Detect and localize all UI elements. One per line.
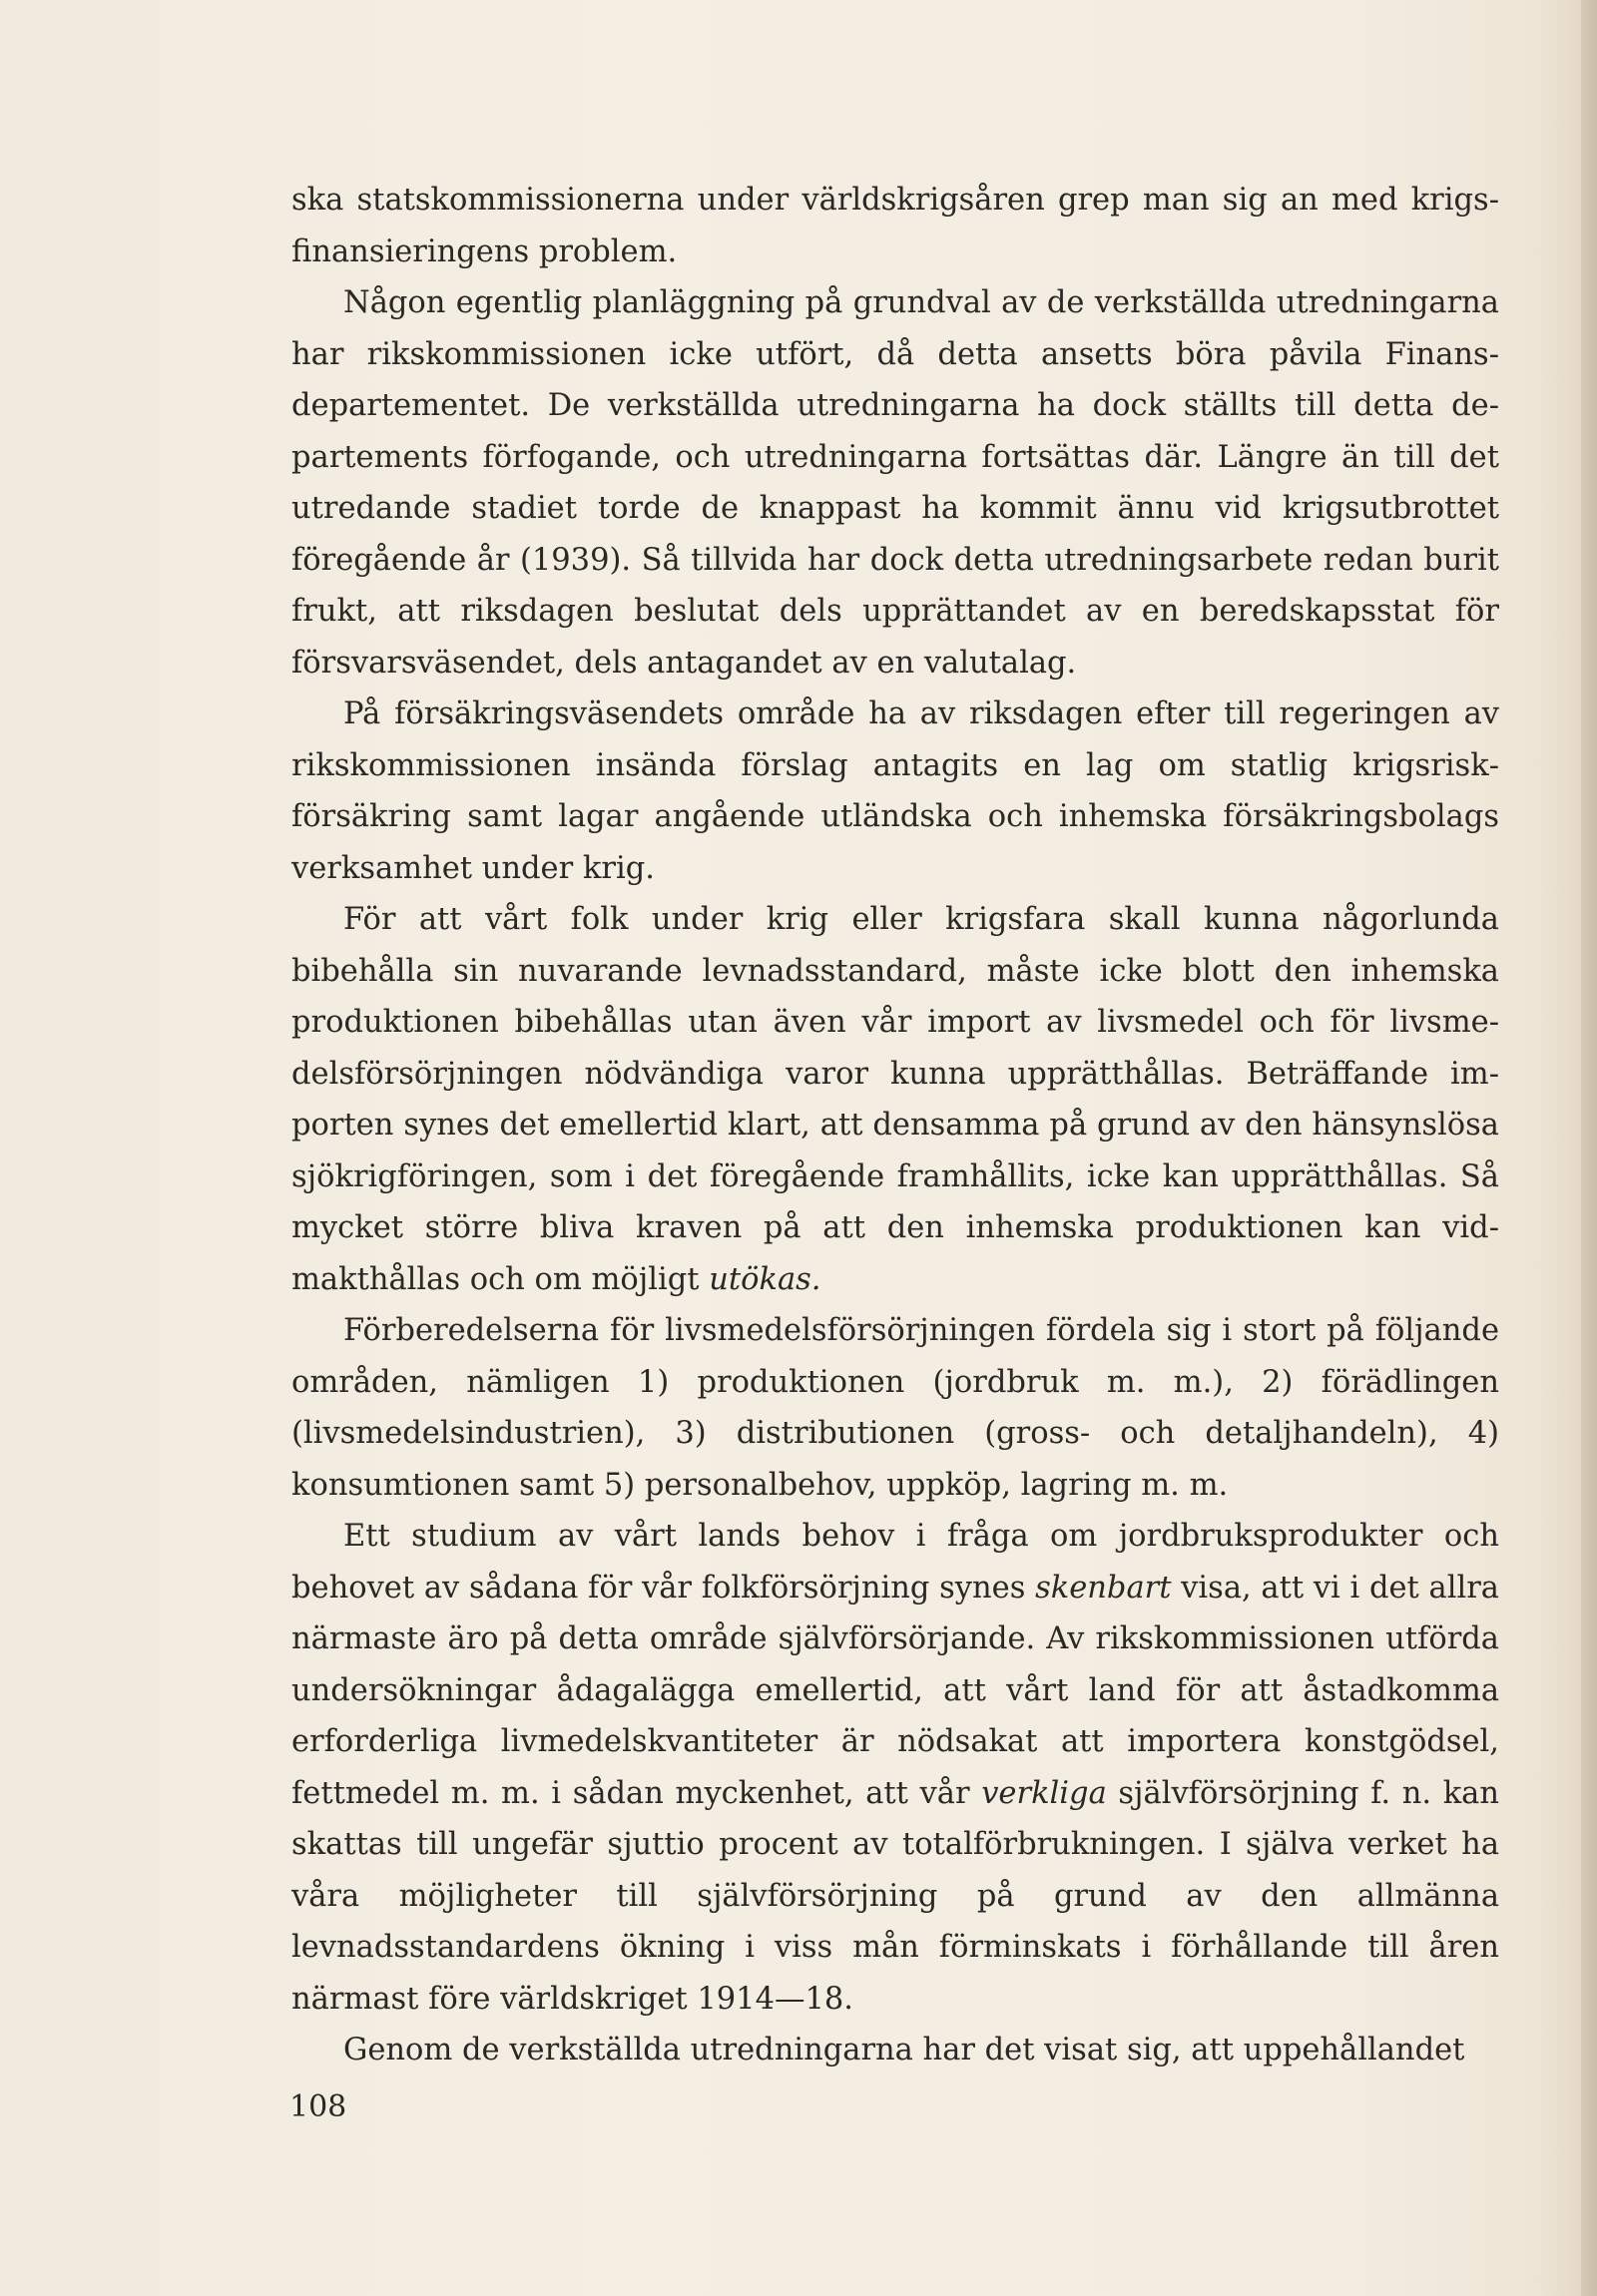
text-segment: Någon egentlig planläggning på grundval av de verkställda utredningarna har rikskommissionen icke utfört, då detta ansetts böra påvila Finansdepartementet. De verkställda utredningarna ha dock ställts till detta departements förfogande, och utredningarna fortsättas där. Längre än till det utredande stadiet torde de knappast ha kommit ännu vid krigsutbrottet föregående år (1939). Så tillvida har dock detta utredningsarbete redan burit frukt, att riksdagen beslutat dels upprättandet av en beredskapsstat för försvarsväsendet, dels antagandet av en valutalag. xyxy=(291,285,1499,681)
italic-text: verkliga xyxy=(981,1775,1107,1811)
paragraph-2 xyxy=(291,277,1499,689)
paragraph-4 xyxy=(291,894,1499,1305)
italic-text: skenbart xyxy=(1035,1570,1172,1606)
page-edge xyxy=(1581,0,1597,2296)
paragraph-3 xyxy=(291,689,1499,894)
text-segment: visa, att vi i det allra närmaste äro på detta område självförsörjande. Av rikskommissionen utförda undersökningar ådagalägga emellertid, att vårt land för att åstadkomma erforderliga livmedelskvantiteter är nödsakat att importera konstgödsel, fettmedel m. m. i sådan myckenhet, att vår xyxy=(291,1570,1499,1811)
paragraph-1 xyxy=(291,175,1499,277)
text-segment: självförsörjning f. n. kan skattas till ungefär sjuttio procent av totalförbrukningen. I själva verket ha våra möjligheter till självförsörjning på grund av den allmänna levnadsstandardens ökning i viss mån förminskats i förhållande till åren närmast före världskriget 1914—18. xyxy=(291,1775,1499,2017)
paragraph-6 xyxy=(291,1511,1499,2025)
text-segment: För att vårt folk under krig eller krigsfara skall kunna någorlunda bibehålla sin nuvarande levnadsstandard, måste icke blott den inhemska produktionen bibehållas utan även vår import av livsmedel och för livsmedelsförsörjningen nödvändiga varor kunna upprätthållas. Beträffande importen synes det emellertid klart, att densamma på grund av den hänsynslösa sjökrigföringen, som i det föregående framhållits, icke kan upprätthållas. Så mycket större bliva kraven på att den inhemska produktionen kan vidmakthållas och om möjligt xyxy=(291,902,1499,1297)
text-segment: Förberedelserna för livsmedelsförsörjningen fördela sig i stort på följande områden, nämligen 1) produktionen (jordbruk m. m.), 2) förädlingen (livsmedelsindustrien), 3) distributionen (gross- och detaljhandeln), 4) konsumtionen samt 5) personalbehov, uppköp, lagring m. m. xyxy=(291,1313,1499,1503)
italic-text: utökas. xyxy=(709,1261,821,1297)
text-segment: På försäkringsväsendets område ha av riksdagen efter till regeringen av rikskommissionen insända förslag antagits en lag om statlig krigsriskförsäkring samt lagar angående utländska och inhemska försäkringsbolags verksamhet under krig. xyxy=(291,696,1499,886)
text-segment: Ett studium av vårt lands behov i fråga om jordbruksprodukter och behovet av sådana för vår folkförsörjning synes xyxy=(291,1519,1499,1606)
paragraph-5 xyxy=(291,1305,1499,1511)
paragraph-7 xyxy=(291,2025,1499,2076)
body-text xyxy=(291,175,1499,2076)
text-segment: ska statskommissionerna under världskrigsåren grep man sig an med krigsfinansieringens problem. xyxy=(291,183,1499,269)
text-segment: Genom de verkställda utredningarna har det visat sig, att uppehållandet xyxy=(343,2033,1465,2067)
page-number: 108 xyxy=(289,2089,347,2124)
